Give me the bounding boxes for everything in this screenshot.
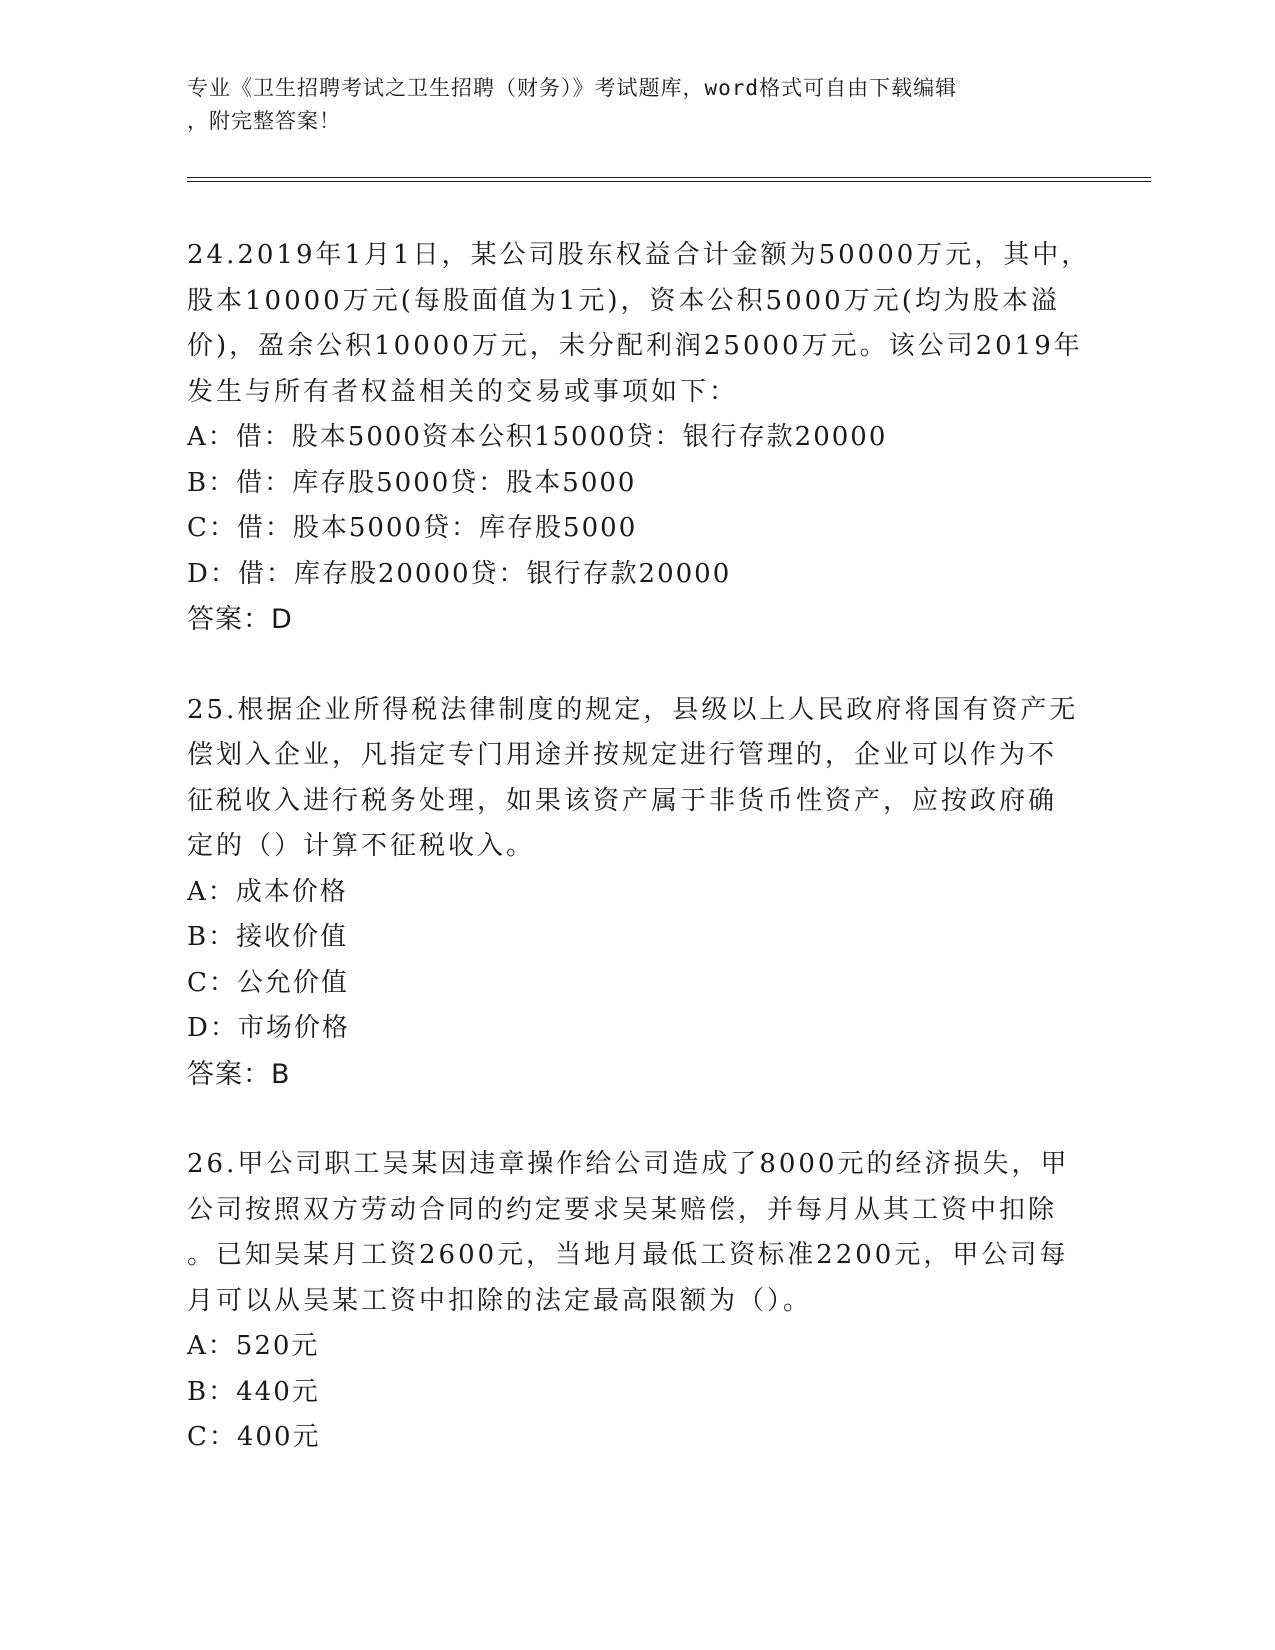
stem-line: 24.2019年1月1日，某公司股东权益合计金额为50000万元，其中， (187, 240, 1091, 270)
question-stem (187, 1142, 1087, 1324)
stem-line: 价)，盈余公积10000万元，未分配利润25000万元。该公司2019年 (187, 331, 1083, 361)
header-line: ，附完整答案！ (187, 109, 341, 133)
question-26 (187, 1142, 1087, 1461)
stem-line: 。已知吴某月工资2600元，当地月最低工资标准2200元，甲公司每 (187, 1240, 1069, 1270)
document-header (187, 72, 1067, 138)
option-a: A：520元 (187, 1331, 320, 1361)
stem-line: 偿划入企业，凡指定专门用途并按规定进行管理的，企业可以作为不 (187, 740, 1058, 770)
stem-line: 定的（）计算不征税收入。 (187, 831, 536, 861)
question-24 (187, 233, 1091, 643)
option-b: B：借：库存股5000贷：股本5000 (187, 467, 637, 498)
question-stem (187, 233, 1091, 415)
stem-line: 征税收入进行税务处理，如果该资产属于非货币性资产，应按政府确 (187, 785, 1058, 816)
header-divider (187, 177, 1151, 182)
option-d: D：借：库存股20000贷：银行存款20000 (187, 558, 732, 589)
option-c: C：公允价值 (187, 967, 349, 998)
question-stem (187, 688, 1087, 870)
option-a: A：成本价格 (187, 876, 348, 907)
option-b: B：440元 (187, 1376, 320, 1407)
question-25 (187, 688, 1087, 1098)
option-a: A：借：股本5000资本公积15000贷：银行存款20000 (187, 422, 888, 452)
stem-line: 月可以从吴某工资中扣除的法定最高限额为（）。 (187, 1285, 813, 1316)
stem-line: 25.根据企业所得税法律制度的规定，县级以上人民政府将国有资产无 (187, 694, 1079, 725)
answer: 答案：D (187, 604, 293, 635)
stem-line: 26.甲公司职工吴某因违章操作给公司造成了8000元的经济损失，甲 (187, 1149, 1070, 1179)
option-d: D：市场价格 (187, 1013, 350, 1043)
stem-line: 公司按照双方劳动合同的约定要求吴某赔偿，并每月从其工资中扣除 (187, 1194, 1058, 1225)
header-line: 专业《卫生招聘考试之卫生招聘（财务）》考试题库，word格式可自由下载编辑 (187, 76, 958, 100)
answer: 答案：B (187, 1058, 291, 1090)
stem-line: 发生与所有者权益相关的交易或事项如下： (187, 376, 739, 407)
stem-line: 股本10000万元(每股面值为1元)，资本公积5000万元(均为股本溢 (187, 285, 1060, 316)
option-c: C：借：股本5000贷：库存股5000 (187, 513, 638, 543)
question-list (187, 233, 1091, 1506)
option-c: C：400元 (187, 1422, 321, 1452)
option-b: B：接收价值 (187, 922, 349, 952)
